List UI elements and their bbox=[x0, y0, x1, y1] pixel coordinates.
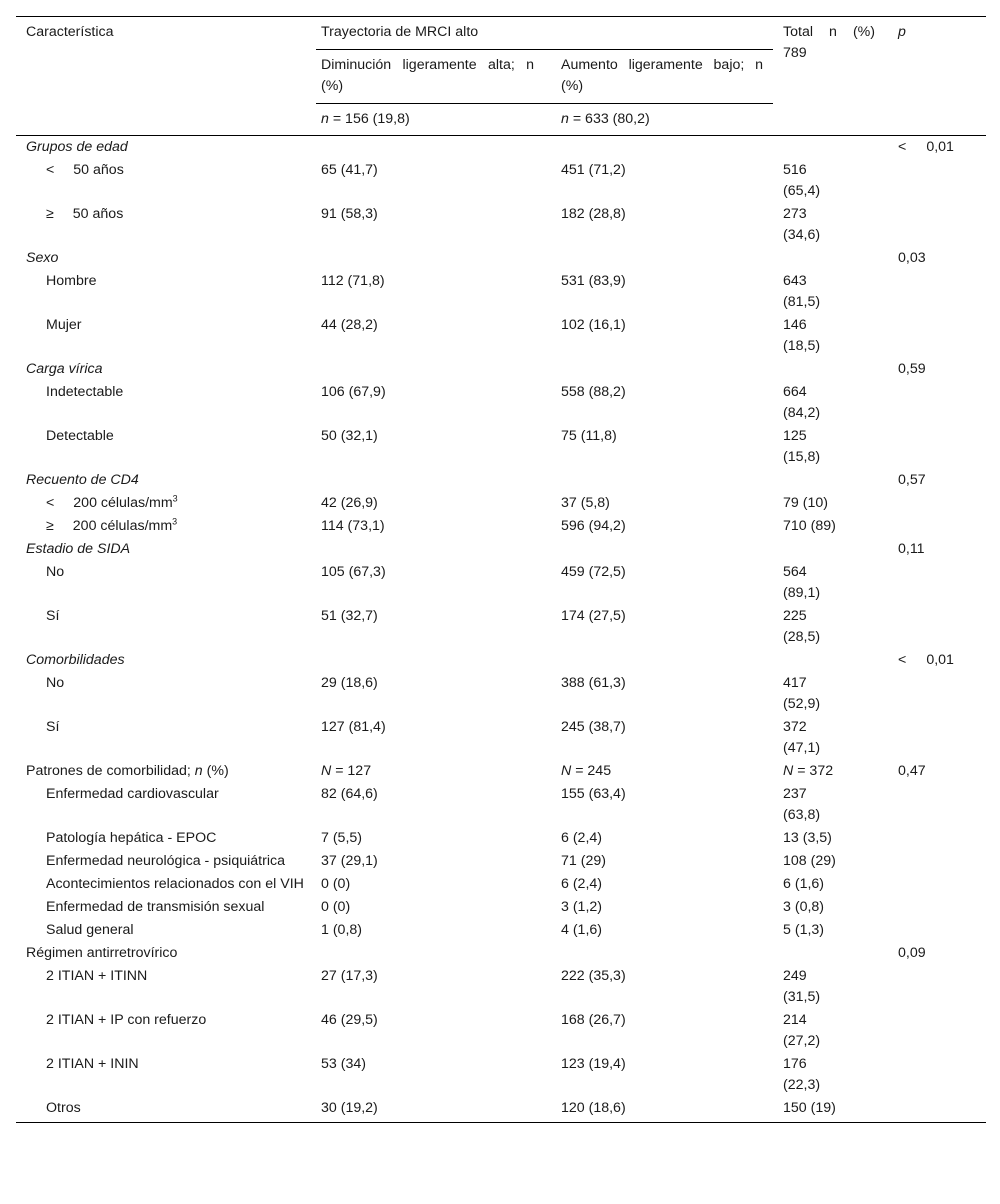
cell-p-value bbox=[888, 783, 986, 827]
row-label: Sí bbox=[46, 719, 60, 735]
cell-total: 643 (81,5) bbox=[783, 273, 821, 310]
cell-increase: 75 (11,8) bbox=[561, 428, 617, 444]
row-label-text: 200 células/mm bbox=[72, 518, 173, 534]
comparison-symbol: < bbox=[46, 162, 55, 178]
section-row bbox=[16, 358, 986, 381]
cell-total bbox=[773, 358, 888, 381]
row-label bbox=[16, 492, 316, 515]
table-body bbox=[16, 136, 986, 1123]
cell-increase: 182 (28,8) bbox=[561, 206, 626, 222]
cell-decrease: 29 (18,6) bbox=[321, 675, 378, 691]
cell-p-value bbox=[888, 314, 986, 358]
table-row bbox=[16, 605, 986, 649]
table-row bbox=[16, 314, 986, 358]
cell-total: 664 (84,2) bbox=[783, 384, 821, 421]
cell-decrease: 37 (29,1) bbox=[321, 853, 378, 869]
cell-increase: 6 (2,4) bbox=[561, 830, 603, 846]
cell-decrease: 65 (41,7) bbox=[321, 162, 378, 178]
table-row bbox=[16, 1009, 986, 1053]
row-label: Patología hepática - EPOC bbox=[46, 830, 217, 846]
row-label bbox=[16, 203, 316, 247]
section-title: Carga vírica bbox=[26, 361, 103, 377]
cell-p-value bbox=[888, 381, 986, 425]
header-p-value: p bbox=[898, 24, 906, 40]
header-total: Total n (%) 789 bbox=[783, 24, 876, 61]
cell-decrease: 1 (0,8) bbox=[321, 922, 363, 938]
cell-decrease: 53 (34) bbox=[321, 1056, 366, 1072]
cell-decrease: 82 (64,6) bbox=[321, 786, 378, 802]
p-value-number: 0,01 bbox=[926, 139, 954, 155]
cell-increase: 174 (27,5) bbox=[561, 608, 626, 624]
cell-decrease bbox=[316, 358, 546, 381]
cell-decrease: 106 (67,9) bbox=[321, 384, 386, 400]
table-row bbox=[16, 270, 986, 314]
table-row bbox=[16, 896, 986, 919]
row-label: No bbox=[46, 675, 65, 691]
row-label: Acontecimientos relacionados con el VIH bbox=[46, 876, 304, 892]
row-label bbox=[16, 515, 316, 538]
table-row bbox=[16, 1097, 986, 1123]
cell-p-value bbox=[888, 672, 986, 716]
row-label: Salud general bbox=[46, 922, 134, 938]
cell-increase bbox=[546, 358, 773, 381]
section-row bbox=[16, 136, 986, 160]
table-row bbox=[16, 381, 986, 425]
table-row bbox=[16, 492, 986, 515]
cell-decrease: 114 (73,1) bbox=[321, 518, 385, 534]
table-row bbox=[16, 561, 986, 605]
cell-p-value bbox=[888, 561, 986, 605]
cell-increase bbox=[546, 136, 773, 160]
cell-increase: 123 (19,4) bbox=[561, 1056, 626, 1072]
header-decrease: Diminución ligeramente alta; n (%) bbox=[316, 50, 546, 104]
cell-p-value bbox=[888, 1097, 986, 1123]
superscript: 3 bbox=[172, 493, 178, 504]
cell-increase bbox=[546, 942, 773, 965]
cell-total: 564 (89,1) bbox=[783, 564, 821, 601]
cell-p-value bbox=[888, 270, 986, 314]
cell-total: 225 (28,5) bbox=[783, 608, 821, 645]
section-title: Sexo bbox=[26, 250, 59, 266]
row-label: Hombre bbox=[46, 273, 97, 289]
cell-decrease: 127 (81,4) bbox=[321, 719, 386, 735]
table-row bbox=[16, 850, 986, 873]
cell-decrease: 30 (19,2) bbox=[316, 1097, 546, 1123]
cell-p-value: 0,59 bbox=[898, 361, 926, 377]
header-increase: Aumento ligeramente bajo; n (%) bbox=[546, 50, 773, 104]
header-row-1 bbox=[16, 17, 986, 50]
header-n-increase: n = 633 (80,2) bbox=[561, 111, 650, 127]
table-row bbox=[16, 827, 986, 850]
section-title: Patrones de comorbilidad; n (%) bbox=[26, 763, 229, 779]
cell-total: 237 (63,8) bbox=[783, 786, 821, 823]
cell-p-value bbox=[888, 716, 986, 760]
table-row bbox=[16, 965, 986, 1009]
section-row bbox=[16, 942, 986, 965]
row-label: Enfermedad cardiovascular bbox=[46, 786, 219, 802]
cell-decrease bbox=[316, 247, 546, 270]
header-n-decrease: n = 156 (19,8) bbox=[321, 111, 410, 127]
comparison-symbol: ≥ bbox=[46, 518, 54, 534]
cell-p-value: 0,11 bbox=[898, 541, 925, 557]
section-row bbox=[16, 247, 986, 270]
row-label-text: 200 células/mm bbox=[73, 495, 173, 511]
cell-total bbox=[773, 942, 888, 965]
cell-p-value bbox=[888, 965, 986, 1009]
cell-decrease: 91 (58,3) bbox=[321, 206, 378, 222]
table-row bbox=[16, 873, 986, 896]
cell-increase: 4 (1,6) bbox=[561, 922, 603, 938]
cell-increase: 531 (83,9) bbox=[561, 273, 626, 289]
cell-total: 146 (18,5) bbox=[783, 317, 821, 354]
cell-decrease: 50 (32,1) bbox=[321, 428, 378, 444]
cell-decrease: 0 (0) bbox=[321, 899, 351, 915]
data-table-container bbox=[16, 16, 986, 1123]
section-title: Recuento de CD4 bbox=[26, 472, 139, 488]
cell-total: 6 (1,6) bbox=[783, 876, 825, 892]
cell-increase: N = 245 bbox=[561, 763, 612, 779]
row-label: 2 ITIAN + ITINN bbox=[46, 968, 148, 984]
cell-increase: 459 (72,5) bbox=[561, 564, 626, 580]
comparison-symbol: ≥ bbox=[46, 206, 54, 222]
cell-p-value bbox=[888, 1009, 986, 1053]
cell-p-value bbox=[888, 515, 986, 538]
cell-p-value bbox=[888, 896, 986, 919]
n-increase-value: = 633 (80,2) bbox=[568, 111, 650, 127]
cell-decrease bbox=[316, 942, 546, 965]
cell-p-value bbox=[888, 850, 986, 873]
p-less-than: < bbox=[898, 139, 907, 155]
superscript: 3 bbox=[172, 516, 178, 527]
cell-increase: 168 (26,7) bbox=[561, 1012, 626, 1028]
table-row bbox=[16, 672, 986, 716]
cell-decrease bbox=[316, 469, 546, 492]
row-label: Enfermedad de transmisión sexual bbox=[46, 899, 265, 915]
cell-increase: 3 (1,2) bbox=[561, 899, 603, 915]
cell-increase: 245 (38,7) bbox=[561, 719, 626, 735]
table-row bbox=[16, 1053, 986, 1097]
cell-increase bbox=[546, 247, 773, 270]
cell-increase: 6 (2,4) bbox=[561, 876, 603, 892]
cell-increase: 222 (35,3) bbox=[561, 968, 626, 984]
cell-total: 214 (27,2) bbox=[783, 1012, 821, 1049]
table-row bbox=[16, 716, 986, 760]
cell-p-value: 0,57 bbox=[898, 472, 926, 488]
cell-p-value bbox=[888, 827, 986, 850]
table-row bbox=[16, 919, 986, 942]
cell-p-value: 0,47 bbox=[898, 763, 926, 779]
cell-p-value bbox=[888, 873, 986, 896]
cell-p-value bbox=[888, 649, 986, 672]
cell-p-value bbox=[888, 492, 986, 515]
cell-total: 417 (52,9) bbox=[783, 675, 821, 712]
cell-increase: 120 (18,6) bbox=[546, 1097, 773, 1123]
cell-total: 516 (65,4) bbox=[783, 162, 821, 199]
row-label: Enfermedad neurológica - psiquiátrica bbox=[46, 853, 285, 869]
cell-total: 150 (19) bbox=[773, 1097, 888, 1123]
cell-total: 176 (22,3) bbox=[783, 1056, 821, 1093]
cell-decrease: 7 (5,5) bbox=[321, 830, 363, 846]
cell-p-value bbox=[888, 159, 986, 203]
row-label: Otros bbox=[16, 1097, 316, 1123]
comparison-symbol: < bbox=[46, 495, 55, 511]
cell-decrease: 112 (71,8) bbox=[321, 273, 385, 289]
row-label: Indetectable bbox=[46, 384, 124, 400]
row-label: Detectable bbox=[46, 428, 114, 444]
row-label-text: 50 años bbox=[73, 162, 124, 178]
cell-decrease bbox=[316, 538, 546, 561]
section-title: Régimen antirretrovírico bbox=[26, 945, 178, 961]
cell-total: 125 (15,8) bbox=[783, 428, 821, 465]
cell-increase: 155 (63,4) bbox=[561, 786, 626, 802]
section-row bbox=[16, 469, 986, 492]
cell-total: 13 (3,5) bbox=[783, 830, 832, 846]
cell-increase: 596 (94,2) bbox=[561, 518, 626, 534]
cell-p-value bbox=[888, 203, 986, 247]
cell-increase: 102 (16,1) bbox=[561, 317, 626, 333]
row-label: Sí bbox=[46, 608, 60, 624]
row-label-text: 50 años bbox=[72, 206, 124, 222]
section-title: Estadio de SIDA bbox=[26, 541, 131, 557]
cell-increase: 71 (29) bbox=[561, 853, 606, 869]
section-title: Grupos de edad bbox=[26, 139, 128, 155]
header-characteristic: Característica bbox=[26, 24, 114, 40]
cell-total bbox=[773, 538, 888, 561]
cell-decrease bbox=[316, 136, 546, 160]
cell-decrease: 0 (0) bbox=[321, 876, 351, 892]
characteristics-table bbox=[16, 16, 986, 1123]
cell-increase: 37 (5,8) bbox=[561, 495, 610, 511]
cell-p-value bbox=[888, 919, 986, 942]
cell-total: 79 (10) bbox=[783, 495, 828, 511]
cell-total bbox=[773, 247, 888, 270]
section-row bbox=[16, 538, 986, 561]
row-label: 2 ITIAN + IP con refuerzo bbox=[46, 1012, 207, 1028]
cell-p-value bbox=[888, 605, 986, 649]
cell-total: 249 (31,5) bbox=[783, 968, 821, 1005]
cell-total: N = 372 bbox=[783, 763, 834, 779]
cell-decrease: N = 127 bbox=[321, 763, 372, 779]
cell-increase: 388 (61,3) bbox=[561, 675, 626, 691]
cell-p-value bbox=[888, 136, 986, 160]
row-label bbox=[16, 159, 316, 203]
row-label: Mujer bbox=[46, 317, 82, 333]
row-label: 2 ITIAN + ININ bbox=[46, 1056, 139, 1072]
cell-total: 273 (34,6) bbox=[783, 206, 821, 243]
cell-total: 5 (1,3) bbox=[783, 922, 825, 938]
table-row bbox=[16, 425, 986, 469]
row-label: No bbox=[46, 564, 65, 580]
p-value-number: 0,01 bbox=[926, 652, 954, 668]
cell-p-value: 0,03 bbox=[898, 250, 926, 266]
cell-increase bbox=[546, 538, 773, 561]
table-row bbox=[16, 515, 986, 538]
cell-total: 710 (89) bbox=[783, 518, 836, 534]
table-row bbox=[16, 783, 986, 827]
cell-increase bbox=[546, 649, 773, 672]
cell-total: 3 (0,8) bbox=[783, 899, 825, 915]
p-less-than: < bbox=[898, 652, 907, 668]
section-row bbox=[16, 760, 986, 783]
section-title: Comorbilidades bbox=[26, 652, 125, 668]
cell-increase: 558 (88,2) bbox=[561, 384, 626, 400]
cell-decrease: 27 (17,3) bbox=[321, 968, 378, 984]
cell-decrease: 51 (32,7) bbox=[321, 608, 378, 624]
cell-total bbox=[773, 469, 888, 492]
cell-decrease bbox=[316, 649, 546, 672]
cell-decrease: 44 (28,2) bbox=[321, 317, 378, 333]
cell-total bbox=[773, 649, 888, 672]
cell-total: 108 (29) bbox=[783, 853, 836, 869]
cell-p-value: 0,09 bbox=[898, 945, 926, 961]
cell-total: 372 (47,1) bbox=[783, 719, 821, 756]
cell-total bbox=[773, 136, 888, 160]
cell-decrease: 42 (26,9) bbox=[321, 495, 378, 511]
cell-increase bbox=[546, 469, 773, 492]
cell-p-value bbox=[888, 1053, 986, 1097]
cell-decrease: 105 (67,3) bbox=[321, 564, 386, 580]
table-row bbox=[16, 203, 986, 247]
n-decrease-value: = 156 (19,8) bbox=[328, 111, 410, 127]
cell-decrease: 46 (29,5) bbox=[321, 1012, 378, 1028]
header-trajectory: Trayectoria de MRCI alto bbox=[316, 17, 773, 50]
section-row bbox=[16, 649, 986, 672]
cell-increase: 451 (71,2) bbox=[561, 162, 626, 178]
cell-p-value bbox=[888, 425, 986, 469]
table-row bbox=[16, 159, 986, 203]
